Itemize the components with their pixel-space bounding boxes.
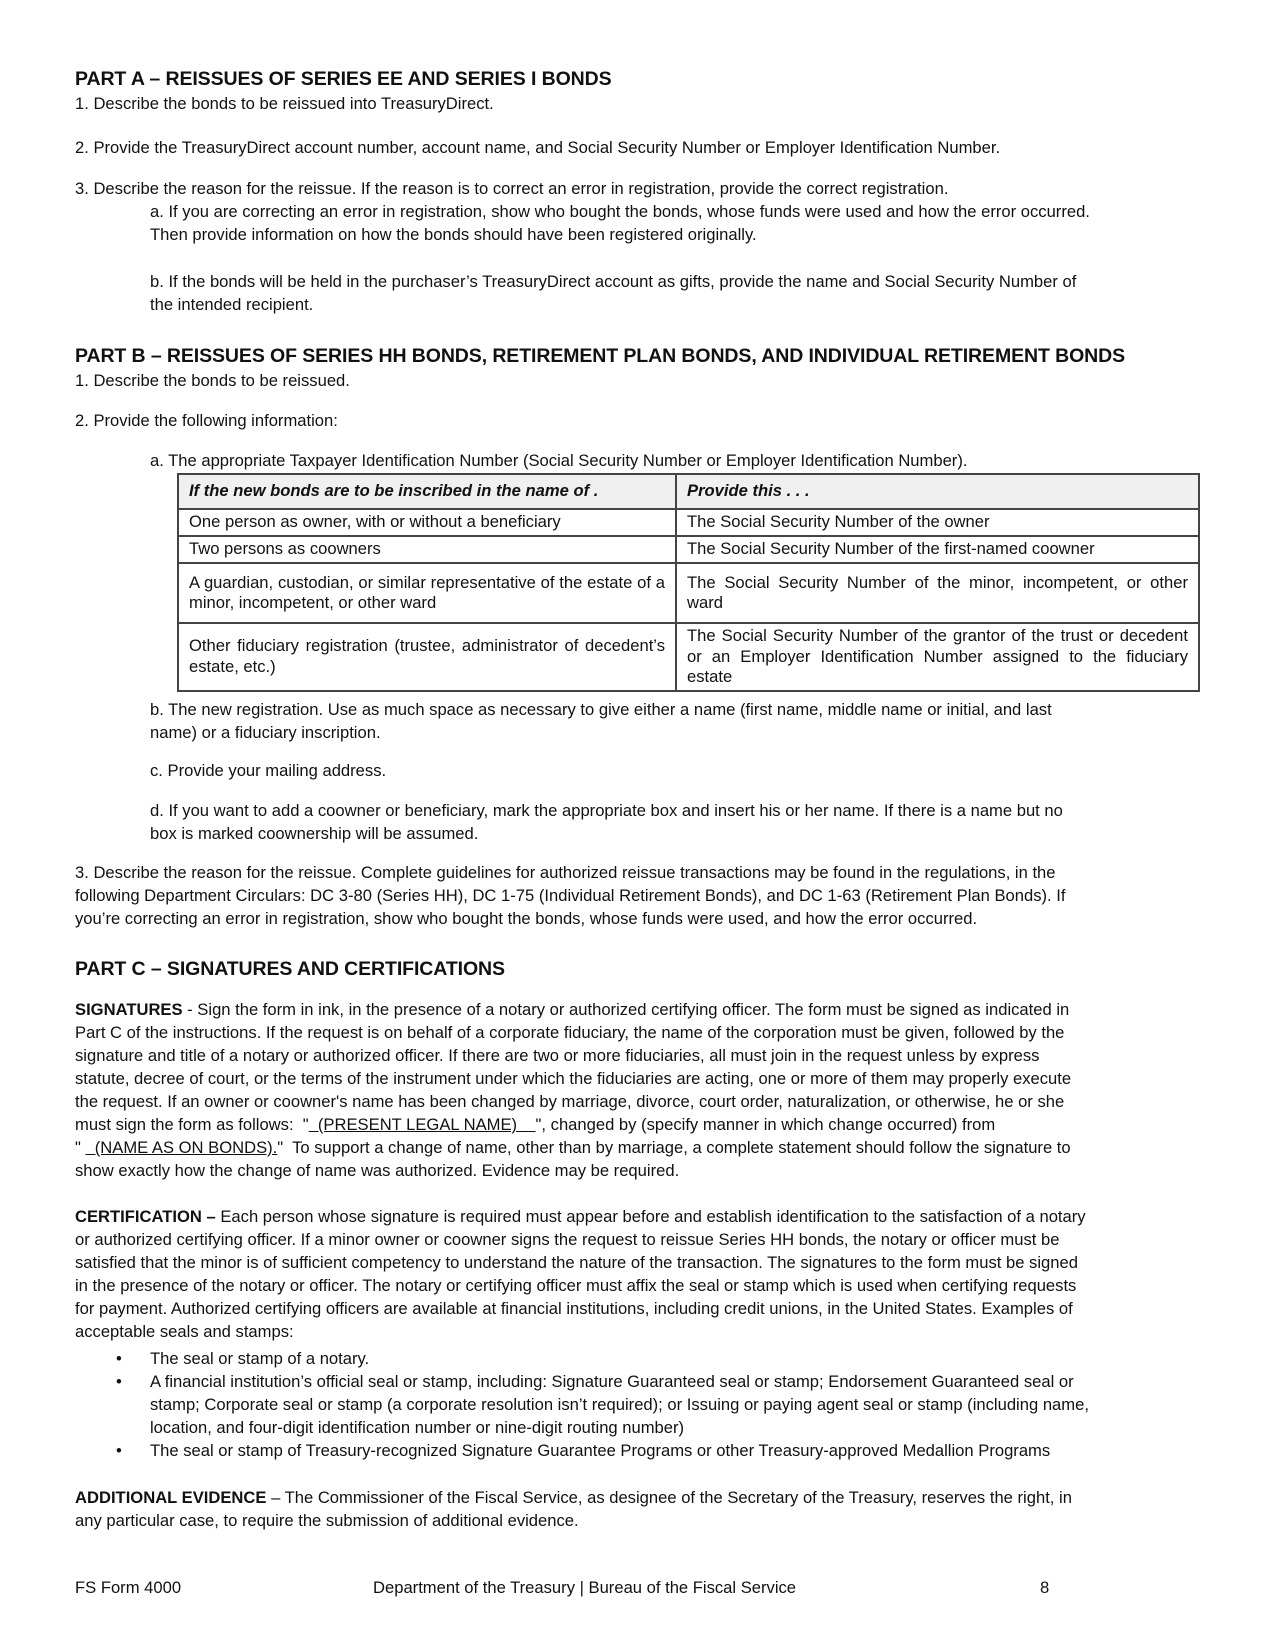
quote-open: must sign the form as follows: " (75, 1115, 309, 1134)
part-a-item-3: 3. Describe the reason for the reissue. If the reason is to correct an error in registration, provide the correct registration. (75, 179, 949, 198)
additional-evidence-line-2: any particular case, to require the submission of additional evidence. (75, 1511, 579, 1530)
table-cell-registration: One person as owner, with or without a beneficiary (178, 509, 676, 536)
footer-form-id: FS Form 4000 (75, 1578, 182, 1597)
part-a-item-3b-line1: b. If the bonds will be held in the purchaser’s TreasuryDirect account as gifts, provide the name and Social Security Number of (150, 272, 1077, 291)
certification-line-5: for payment. Authorized certifying officers are available at financial institutions, including credit unions, in the United States. Examples of (75, 1299, 1073, 1318)
certification-line-1 (75, 1205, 1086, 1228)
part-b-item-2c: c. Provide your mailing address. (150, 761, 387, 780)
table-cell-tin: The Social Security Number of the owner (676, 509, 1199, 536)
part-b-item-2d-line1: d. If you want to add a coowner or beneficiary, mark the appropriate box and insert his or her name. If there is a name but no (150, 801, 1063, 820)
table-cell-registration: A guardian, custodian, or similar representative of the estate of a minor, incompetent, or other ward (178, 563, 676, 623)
signatures-line-7 (75, 1136, 1071, 1159)
footer-agency: Department of the Treasury | Bureau of the Fiscal Service (373, 1578, 797, 1597)
table-cell-tin: The Social Security Number of the first-named coowner (676, 536, 1199, 563)
certification-line-4: in the presence of the notary or officer. The notary or certifying officer must affix the seal or stamp which is used when certifying requests (75, 1276, 1077, 1295)
table-row (178, 509, 1199, 536)
bullet-icon: • (116, 1441, 122, 1460)
part-b-item-2a: a. The appropriate Taxpayer Identification Number (Social Security Number or Employer Identification Number). (150, 451, 968, 470)
footer-page-number: 8 (1040, 1578, 1050, 1597)
table-cell-tin: The Social Security Number of the minor, incompetent, or other ward (676, 563, 1199, 623)
signatures-line-3: signature and title of a notary or authorized officer. If there are two or more fiduciaries, all must join in the request unless by express (75, 1046, 1040, 1065)
part-b-heading: PART B – REISSUES OF SERIES HH BONDS, RETIREMENT PLAN BONDS, AND INDIVIDUAL RETIREMENT BONDS (75, 345, 1126, 367)
part-b-item-2: 2. Provide the following information: (75, 411, 338, 430)
certification-line-6: acceptable seals and stamps: (75, 1322, 294, 1341)
part-b-item-3-line1: 3. Describe the reason for the reissue. Complete guidelines for authorized reissue transactions may be found in the regulations, in the (75, 863, 1056, 882)
bullet-item-medallion: The seal or stamp of Treasury-recognized Signature Guarantee Programs or other Treasury-approved Medallion Programs (150, 1441, 1051, 1460)
signatures-line-1 (75, 998, 1069, 1021)
certification-line-2: or authorized certifying officer. If a minor owner or coowner signs the request to reissue Series HH bonds, the notary or officer must be (75, 1230, 1060, 1249)
part-a-item-3b-line2: the intended recipient. (150, 295, 314, 314)
bullet-item-financial-institution-line1: A financial institution’s official seal or stamp, including: Signature Guaranteed seal or stamp; Endorsement Guaranteed seal or (150, 1372, 1074, 1391)
additional-evidence-line-1 (75, 1486, 1072, 1509)
part-b-item-3-line2: following Department Circulars: DC 3-80 (Series HH), DC 1-75 (Individual Retirement Bonds), and DC 1-63 (Retirement Plan Bonds). If (75, 886, 1066, 905)
table-cell-registration: Two persons as coowners (178, 536, 676, 563)
part-a-item-1: 1. Describe the bonds to be reissued into TreasuryDirect. (75, 94, 494, 113)
bullet-item-financial-institution-line2: stamp; Corporate seal or stamp (a corporate resolution isn’t required); or Issuing or paying agent seal or stamp (including name, (150, 1395, 1089, 1414)
table-cell-tin: The Social Security Number of the grantor of the trust or decedent or an Employer Identification Number assigned to the fiduciary estate (676, 623, 1199, 691)
signatures-text: - Sign the form in ink, in the presence of a notary or authorized certifying officer. The form must be signed as indicated in (182, 1000, 1070, 1019)
bullet-item-financial-institution-line3: location, and four-digit identification number or nine-digit routing number) (150, 1418, 685, 1437)
additional-evidence-label: ADDITIONAL EVIDENCE (75, 1488, 267, 1507)
part-a-item-3a-line2: Then provide information on how the bonds should have been registered originally. (150, 225, 757, 244)
part-a-item-2: 2. Provide the TreasuryDirect account number, account name, and Social Security Number or Employer Identification Number. (75, 138, 1001, 157)
signatures-line-4: statute, decree of court, or the terms of the instrument under which the fiduciaries are acting, one or more of them may properly execute (75, 1069, 1072, 1088)
signatures-line-8: show exactly how the change of name was authorized. Evidence may be required. (75, 1161, 680, 1180)
part-c-heading: PART C – SIGNATURES AND CERTIFICATIONS (75, 958, 505, 980)
certification-label: CERTIFICATION – (75, 1207, 216, 1226)
bullet-icon: • (116, 1372, 122, 1391)
signatures-text: " To support a change of name, other than by marriage, a complete statement should follow the signature to (277, 1138, 1071, 1157)
signatures-line-6 (75, 1113, 995, 1136)
part-b-item-3-line3: you’re correcting an error in registration, show who bought the bonds, whose funds were used, and how the error occurred. (75, 909, 978, 928)
quote-open: " (75, 1138, 86, 1157)
table-row (178, 623, 1199, 691)
table-header-row (178, 474, 1199, 509)
signatures-line-5: the request. If an owner or coowner's name has been changed by marriage, divorce, court order, naturalization, or otherwise, he or she (75, 1092, 1065, 1111)
part-b-item-1: 1. Describe the bonds to be reissued. (75, 371, 350, 390)
table-row (178, 536, 1199, 563)
signatures-label: SIGNATURES (75, 1000, 183, 1019)
table-header-provide-this: Provide this . . . (676, 474, 1199, 509)
part-a-heading: PART A – REISSUES OF SERIES EE AND SERIES I BONDS (75, 68, 612, 90)
signatures-text: ", changed by (specify manner in which change occurred) from (535, 1115, 996, 1134)
table-cell-registration: Other fiduciary registration (trustee, administrator of decedent’s estate, etc.) (178, 623, 676, 691)
bullet-item-notary: The seal or stamp of a notary. (150, 1349, 370, 1368)
part-a-item-3a-line1: a. If you are correcting an error in registration, show who bought the bonds, whose funds were used and how the error occurred. (150, 202, 1090, 221)
additional-evidence-text: – The Commissioner of the Fiscal Service, as designee of the Secretary of the Treasury, reserves the right, in (266, 1488, 1072, 1507)
bullet-icon: • (116, 1349, 122, 1368)
present-legal-name-placeholder: (PRESENT LEGAL NAME) (308, 1115, 536, 1134)
table-row (178, 563, 1199, 623)
part-b-item-2b-line1: b. The new registration. Use as much space as necessary to give either a name (first name, middle name or initial, and last (150, 700, 1052, 719)
certification-line-3: satisfied that the minor is of sufficient competency to understand the nature of the transaction. The signatures to the form must be signed (75, 1253, 1078, 1272)
table-header-inscribed-name: If the new bonds are to be inscribed in the name of . (178, 474, 676, 509)
signatures-line-2: Part C of the instructions. If the request is on behalf of a corporate fiduciary, the name of the corporation must be given, followed by the (75, 1023, 1065, 1042)
tin-requirements-table (177, 473, 1200, 692)
name-as-on-bonds-placeholder: (NAME AS ON BONDS). (85, 1138, 278, 1157)
part-b-item-2d-line2: box is marked coownership will be assumed. (150, 824, 479, 843)
part-b-item-2b-line2: name) or a fiduciary inscription. (150, 723, 381, 742)
certification-text: Each person whose signature is required must appear before and establish identification to the satisfaction of a notary (215, 1207, 1086, 1226)
